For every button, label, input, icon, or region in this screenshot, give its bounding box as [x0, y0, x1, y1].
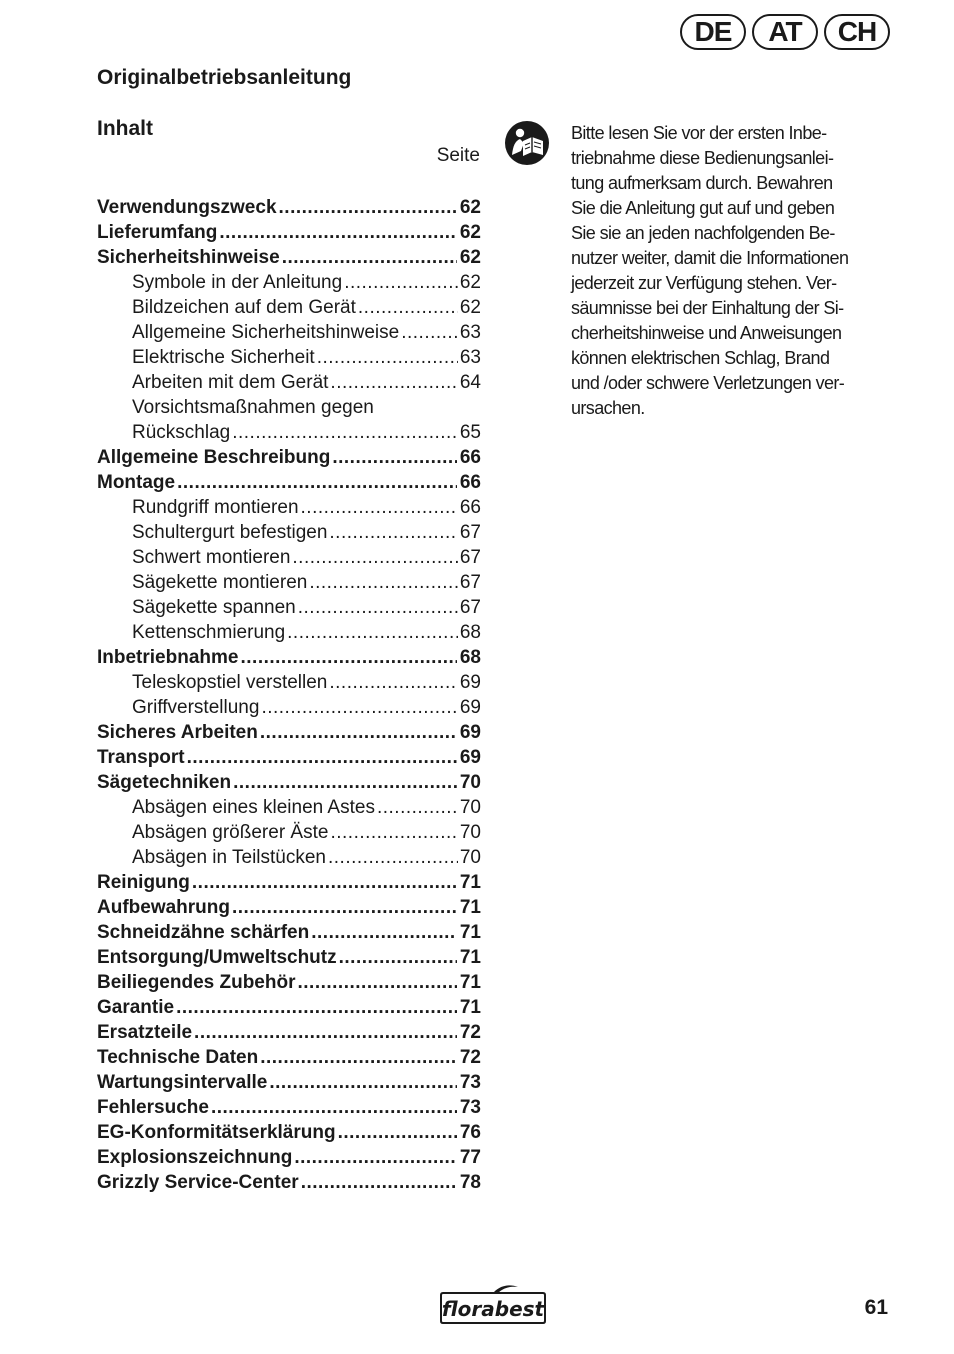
toc-entry-page: 68 [459, 622, 481, 643]
toc-entry [97, 720, 481, 745]
toc-dot-leader [329, 520, 457, 545]
toc-entry-page: 62 [459, 222, 481, 243]
toc-dot-leader [232, 895, 457, 920]
toc-entry-page: 63 [459, 322, 481, 343]
toc-entry-label: Schultergurt befestigen [132, 522, 328, 543]
toc-entry-label: Arbeiten mit dem Gerät [132, 372, 329, 393]
toc-dot-leader [338, 1120, 457, 1145]
toc-entry-label: Allgemeine Beschreibung [97, 447, 331, 468]
toc-dot-leader [297, 970, 457, 995]
toc-entry-page: 72 [459, 1022, 481, 1043]
toc-dot-leader [317, 345, 458, 370]
toc-entry-label: Ersatzteile [97, 1022, 193, 1043]
toc-entry [97, 1045, 481, 1070]
toc-entry-page: 70 [459, 797, 481, 818]
toc-dot-leader [358, 295, 458, 320]
toc-entry [97, 1145, 481, 1170]
toc-entry-page: 76 [459, 1122, 481, 1143]
toc-entry-label: EG-Konformitätserklärung [97, 1122, 336, 1143]
toc-entry-page: 71 [459, 872, 481, 893]
language-badge-at: AT [752, 14, 818, 50]
toc-entry-page: 70 [459, 822, 481, 843]
toc-entry-page: 73 [459, 1072, 481, 1093]
page-column-label: Seite [436, 145, 480, 166]
toc-dot-leader [232, 420, 458, 445]
toc-entry-page: 62 [459, 272, 481, 293]
toc-entry [97, 195, 481, 220]
read-manual-icon [505, 121, 549, 165]
toc-dot-leader [332, 445, 457, 470]
toc-dot-leader [344, 270, 458, 295]
toc-entry-label: Verwendungszweck [97, 197, 277, 218]
toc-entry-page: 69 [459, 697, 481, 718]
toc-dot-leader [311, 920, 457, 945]
toc-entry [97, 870, 481, 895]
toc-entry-page: 69 [459, 722, 481, 743]
toc-dot-leader [309, 570, 458, 595]
toc-entry-label: Absägen größerer Äste [132, 822, 329, 843]
toc-subentry [97, 845, 481, 870]
toc-entry [97, 970, 481, 995]
toc-entry-label: Vorsichtsmaßnahmen gegen [132, 397, 374, 418]
toc-dot-leader [187, 745, 457, 770]
toc-subentry [97, 320, 481, 345]
toc-dot-leader [192, 870, 457, 895]
toc-entry-label: Teleskopstiel verstellen [132, 672, 328, 693]
toc-dot-leader [377, 795, 458, 820]
toc-dot-leader [330, 370, 457, 395]
toc-dot-leader [339, 945, 457, 970]
toc-entry-page: 71 [459, 972, 481, 993]
toc-entry-label: Sägekette spannen [132, 597, 296, 618]
toc-subentry [97, 495, 481, 520]
toc-entry [97, 245, 481, 270]
toc-entry-label: Sicherheitshinweise [97, 247, 280, 268]
toc-entry-label: Wartungsintervalle [97, 1072, 268, 1093]
toc-entry [97, 645, 481, 670]
toc-entry-label: Sicheres Arbeiten [97, 722, 258, 743]
toc-entry-page: 71 [459, 947, 481, 968]
toc-entry [97, 1070, 481, 1095]
safety-notice-text [571, 121, 891, 421]
toc-dot-leader [260, 720, 457, 745]
toc-entry-label: Allgemeine Sicherheitshinweise [132, 322, 400, 343]
toc-entry-label: Explosionszeichnung [97, 1147, 293, 1168]
toc-entry-label: Elektrische Sicherheit [132, 347, 315, 368]
toc-entry [97, 1170, 481, 1195]
toc-dot-leader [176, 995, 457, 1020]
toc-entry [97, 220, 481, 245]
toc-entry-page: 66 [459, 447, 481, 468]
toc-dot-leader [269, 1070, 457, 1095]
toc-dot-leader [301, 495, 458, 520]
toc-subentry [97, 345, 481, 370]
language-badge-ch: CH [824, 14, 890, 50]
toc-entry-page: 66 [459, 472, 481, 493]
toc-subentry [97, 395, 481, 420]
toc-dot-leader [294, 1145, 457, 1170]
toc-dot-leader [287, 620, 458, 645]
toc-entry-label: Kettenschmierung [132, 622, 286, 643]
toc-subentry [97, 795, 481, 820]
toc-entry-label: Montage [97, 472, 176, 493]
toc-entry-label: Reinigung [97, 872, 190, 893]
toc-entry [97, 920, 481, 945]
toc-entry [97, 895, 481, 920]
toc-dot-leader [279, 195, 457, 220]
toc-dot-leader [240, 645, 457, 670]
table-of-contents [97, 195, 481, 1195]
language-badge-de: DE [680, 14, 746, 50]
toc-entry [97, 770, 481, 795]
toc-entry-label: Schwert montieren [132, 547, 291, 568]
toc-dot-leader [301, 1170, 457, 1195]
toc-entry-label: Absägen in Teilstücken [132, 847, 326, 868]
toc-entry-label: Aufbewahrung [97, 897, 230, 918]
toc-entry-label: Fehlersuche [97, 1097, 209, 1118]
toc-entry-page: 67 [459, 597, 481, 618]
toc-dot-leader [401, 320, 458, 345]
toc-entry-label: Rundgriff montieren [132, 497, 299, 518]
notice-line: Sie sie an jeden nachfolgenden Be- [571, 223, 835, 243]
toc-entry-page: 62 [459, 247, 481, 268]
notice-line: nutzer weiter, damit die Informationen [571, 248, 849, 268]
notice-line: Bitte lesen Sie vor der ersten Inbe- [571, 123, 827, 143]
toc-entry-page: 64 [459, 372, 481, 393]
toc-entry-label: Technische Daten [97, 1047, 259, 1068]
toc-entry-label: Beiliegendes Zubehör [97, 972, 296, 993]
toc-dot-leader [261, 695, 457, 720]
toc-entry-page: 67 [459, 547, 481, 568]
florabest-logo [438, 1283, 548, 1327]
toc-subentry [97, 370, 481, 395]
notice-line: können elektrischen Schlag, Brand [571, 348, 830, 368]
toc-dot-leader [219, 220, 457, 245]
toc-entry-label: Sägetechniken [97, 772, 232, 793]
toc-dot-leader [177, 470, 457, 495]
toc-subentry [97, 545, 481, 570]
toc-dot-leader [329, 670, 457, 695]
toc-entry-page: 70 [459, 772, 481, 793]
toc-heading: Inhalt [97, 117, 153, 140]
toc-subentry [97, 820, 481, 845]
toc-entry-label: Absägen eines kleinen Astes [132, 797, 375, 818]
toc-subentry [97, 420, 481, 445]
toc-dot-leader [194, 1020, 457, 1045]
toc-entry-label: Symbole in der Anleitung [132, 272, 343, 293]
toc-entry-page: 67 [459, 522, 481, 543]
page-number: 61 [864, 1296, 888, 1319]
toc-entry [97, 1095, 481, 1120]
toc-dot-leader [292, 545, 457, 570]
toc-subentry [97, 295, 481, 320]
toc-entry-page: 62 [459, 297, 481, 318]
toc-entry [97, 995, 481, 1020]
toc-entry-page: 73 [459, 1097, 481, 1118]
toc-entry [97, 1120, 481, 1145]
toc-entry-page: 69 [459, 672, 481, 693]
toc-entry-page: 72 [459, 1047, 481, 1068]
toc-entry-page: 78 [459, 1172, 481, 1193]
toc-entry-label: Bildzeichen auf dem Gerät [132, 297, 356, 318]
notice-line: säumnisse bei der Einhaltung der Si- [571, 298, 844, 318]
toc-dot-leader [330, 820, 457, 845]
toc-subentry [97, 620, 481, 645]
notice-line: cherheitshinweise und Anweisungen [571, 323, 842, 343]
toc-entry-page: 65 [459, 422, 481, 443]
toc-entry-label: Garantie [97, 997, 175, 1018]
toc-entry-page: 68 [459, 647, 481, 668]
toc-entry [97, 470, 481, 495]
toc-dot-leader [298, 595, 458, 620]
document-title: Originalbetriebsanleitung [97, 66, 352, 89]
toc-subentry [97, 695, 481, 720]
toc-entry [97, 445, 481, 470]
toc-entry-page: 70 [459, 847, 481, 868]
toc-entry-label: Inbetriebnahme [97, 647, 239, 668]
toc-entry-page: 66 [459, 497, 481, 518]
toc-dot-leader [260, 1045, 457, 1070]
toc-dot-leader [233, 770, 457, 795]
toc-dot-leader [328, 845, 458, 870]
toc-entry [97, 945, 481, 970]
toc-entry-label: Sägekette montieren [132, 572, 308, 593]
toc-entry-label: Entsorgung/Umweltschutz [97, 947, 337, 968]
toc-entry-page: 77 [459, 1147, 481, 1168]
toc-subentry [97, 595, 481, 620]
notice-line: triebnahme diese Bedienungsanlei- [571, 148, 834, 168]
notice-line: und /oder schwere Verletzungen ver- [571, 373, 845, 393]
toc-entry-page: 62 [459, 197, 481, 218]
notice-line: tung aufmerksam durch. Bewahren [571, 173, 833, 193]
brand-name: florabest [441, 1297, 545, 1321]
toc-subentry [97, 670, 481, 695]
toc-entry-page: 69 [459, 747, 481, 768]
toc-subentry [97, 520, 481, 545]
toc-entry-page: 63 [459, 347, 481, 368]
toc-entry-label: Transport [97, 747, 185, 768]
toc-entry-label: Griffverstellung [132, 697, 260, 718]
toc-subentry [97, 270, 481, 295]
toc-entry-page: 67 [459, 572, 481, 593]
toc-entry-label: Grizzly Service-Center [97, 1172, 299, 1193]
language-badges [680, 14, 890, 50]
toc-dot-leader [282, 245, 457, 270]
toc-entry [97, 1020, 481, 1045]
toc-entry-page: 71 [459, 922, 481, 943]
notice-line: ursachen. [571, 398, 645, 418]
toc-entry-label: Lieferumfang [97, 222, 218, 243]
toc-entry-page: 71 [459, 897, 481, 918]
toc-entry [97, 745, 481, 770]
toc-dot-leader [211, 1095, 457, 1120]
toc-entry-page: 71 [459, 997, 481, 1018]
toc-entry-label: Schneidzähne schärfen [97, 922, 310, 943]
notice-line: Sie die Anleitung gut auf und geben [571, 198, 835, 218]
toc-entry-label: Rückschlag [132, 422, 231, 443]
notice-line: jederzeit zur Verfügung stehen. Ver- [571, 273, 837, 293]
toc-subentry [97, 570, 481, 595]
